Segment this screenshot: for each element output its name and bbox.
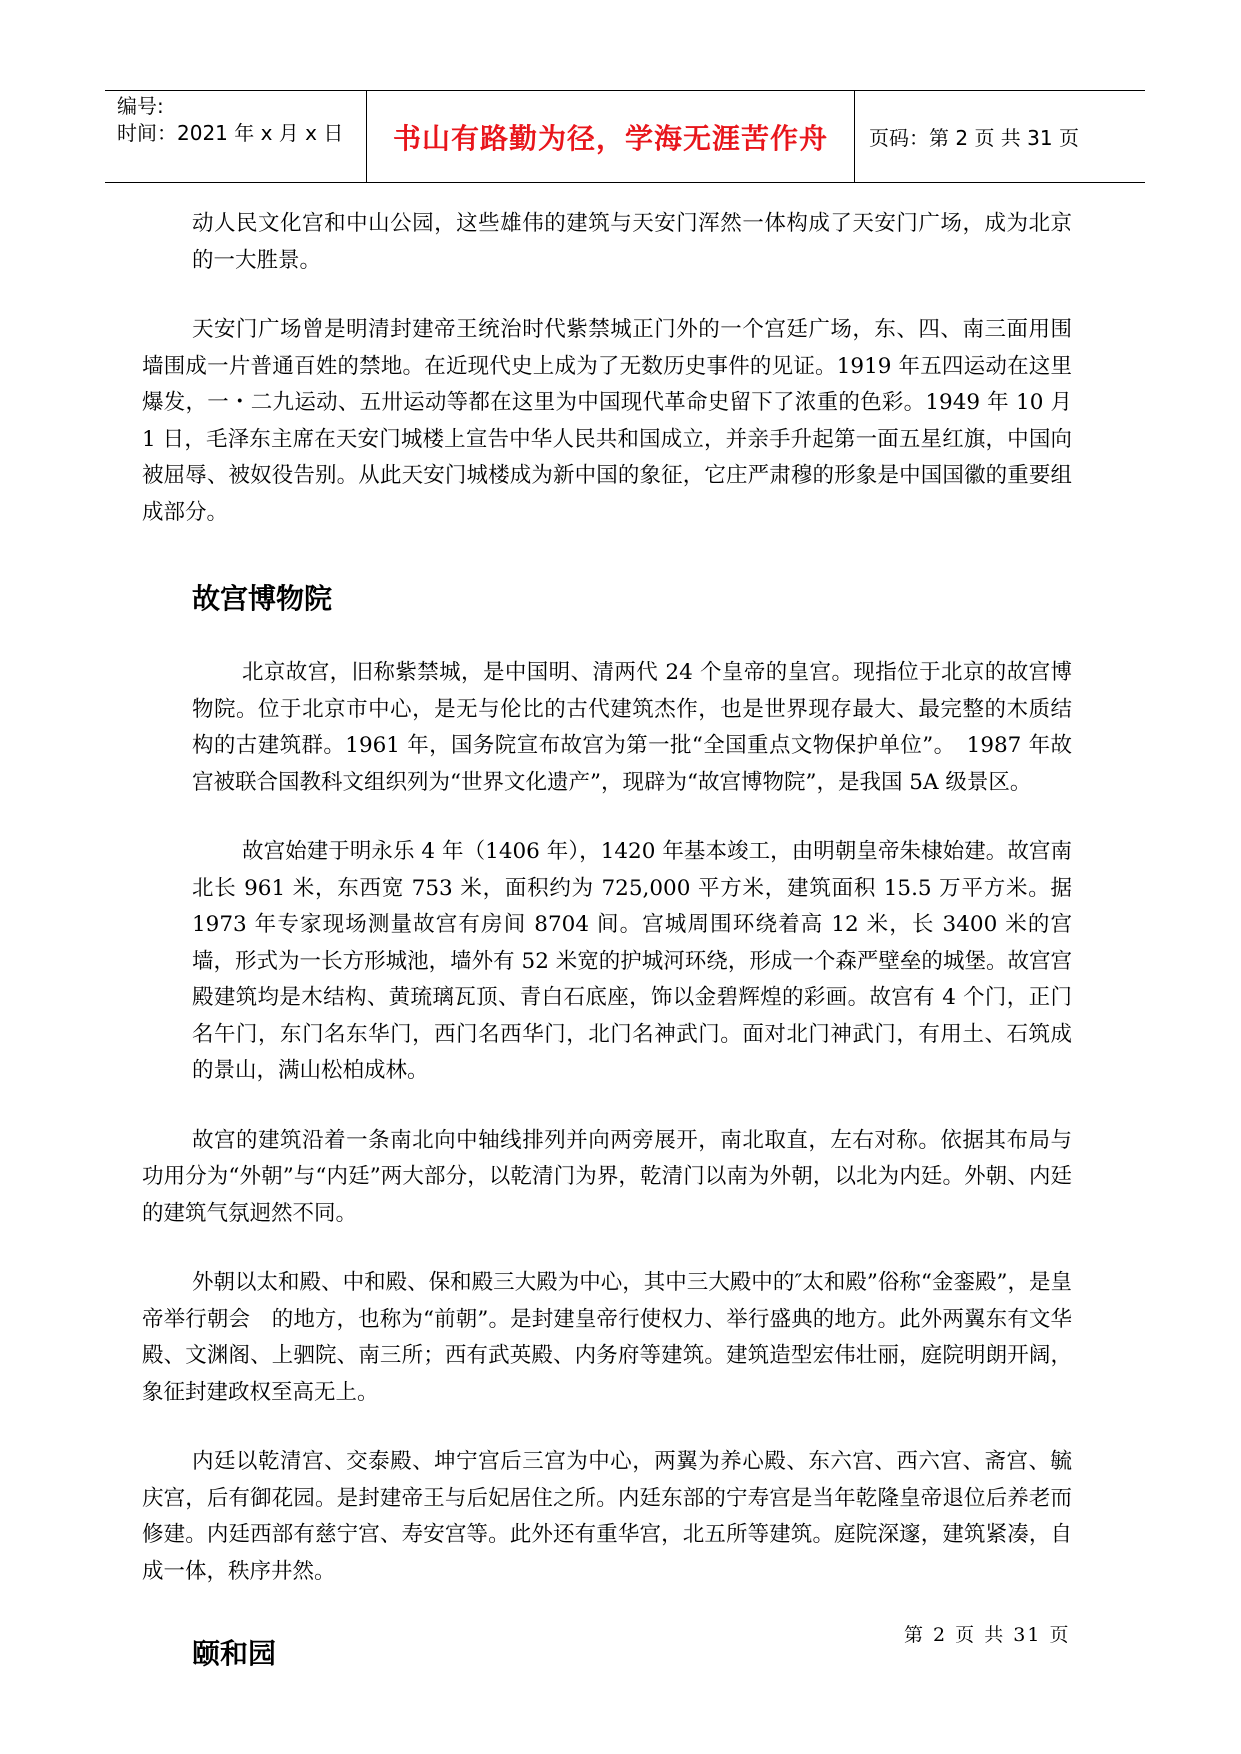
paragraph: 动人民文化宫和中山公园，这些雄伟的建筑与天安门浑然一体构成了天安门广场，成为北京的一大胜景。: [192, 211, 1072, 273]
section-heading-palace-museum: 故宫博物院: [192, 582, 333, 615]
serial-number-label: 编号:: [117, 94, 164, 118]
paragraph: 北京故宫，旧称紫禁城，是中国明、清两代 24 个皇帝的皇宫。现指位于北京的故宫博物院。位于北京市中心，是无与伦比的古代建筑杰作，也是世界现存最大、最完整的木质结构的古建筑群。1961 年，国务院宣布故宫为第一批“全国重点文物保护单位”。 1987 年故宫被联合国教科文组织列为“世界文化遗产”，现辟为“故宫博物院”，是我国 5A 级景区。: [192, 660, 1072, 795]
page-footer-number: 第 2 页 共 31 页: [904, 1624, 1071, 1646]
header-page-info: 页码：第 2 页 共 31 页: [869, 126, 1079, 150]
header-motto: 书山有路勤为径，学海无涯苦作舟: [367, 91, 855, 182]
paragraph: 天安门广场曾是明清封建帝王统治时代紫禁城正门外的一个宫廷广场，东、四、南三面用围墙围成一片普通百姓的禁地。在近现代史上成为了无数历史事件的见证。1919 年五四运动在这里爆发，一・二九运动、五卅运动等都在这里为中国现代革命史留下了浓重的色彩。1949 年 10 月 1 日，毛泽东主席在天安门城楼上宣告中华人民共和国成立，并亲手升起第一面五星红旗，中国向被屈辱、被奴役告别。从此天安门城楼成为新中国的象征，它庄严肃穆的形象是中国国徽的重要组成部分。: [142, 317, 1072, 525]
header-meta: [105, 91, 367, 182]
paragraph: 故宫始建于明永乐 4 年（1406 年），1420 年基本竣工，由明朝皇帝朱棣始建。故宫南北长 961 米，东西宽 753 米，面积约为 725,000 平方米，建筑面积 15.5 万平方米。据 1973 年专家现场测量故宫有房间 8704 间。宫城周围环绕着高 12 米，长 3400 米的宫墙，形式为一长方形城池，墙外有 52 米宽的护城河环绕，形成一个森严壁垒的城堡。故宫宫殿建筑均是木结构、黄琉璃瓦顶、青白石底座，饰以金碧辉煌的彩画。故宫有 4 个门，正门名午门，东门名东华门，西门名西华门，北门名神武门。面对北门神武门，有用土、石筑成的景山，满山松柏成林。: [192, 839, 1072, 1083]
document-body: [142, 206, 1072, 1672]
paragraph: 内廷以乾清宫、交泰殿、坤宁宫后三宫为中心，两翼为养心殿、东六宫、西六宫、斋宫、毓庆宫，后有御花园。是封建帝王与后妃居住之所。内廷东部的宁寿宫是当年乾隆皇帝退位后养老而修建。内廷西部有慈宁宫、寿安宫等。此外还有重华宫，北五所等建筑。庭院深邃，建筑紧凑，自成一体，秩序井然。: [142, 1449, 1072, 1584]
paragraph: 故宫的建筑沿着一条南北向中轴线排列并向两旁展开，南北取直，左右对称。依据其布局与功用分为“外朝”与“内廷”两大部分，以乾清门为界，乾清门以南为外朝，以北为内廷。外朝、内廷的建筑气氛迥然不同。: [142, 1127, 1072, 1226]
paragraph: 外朝以太和殿、中和殿、保和殿三大殿为中心，其中三大殿中的″太和殿”俗称“金銮殿”，是皇帝举行朝会 的地方，也称为“前朝”。是封建皇帝行使权力、举行盛典的地方。此外两翼东有文华殿、文渊阁、上驷院、南三所；西有武英殿、内务府等建筑。建筑造型宏伟壮丽，庭院明朗开阔，象征封建政权至高无上。: [142, 1270, 1072, 1405]
time-label: 时间：2021 年 x 月 x 日: [117, 121, 344, 145]
page-header: [105, 90, 1145, 183]
section-heading-summer-palace: 颐和园: [192, 1637, 277, 1670]
